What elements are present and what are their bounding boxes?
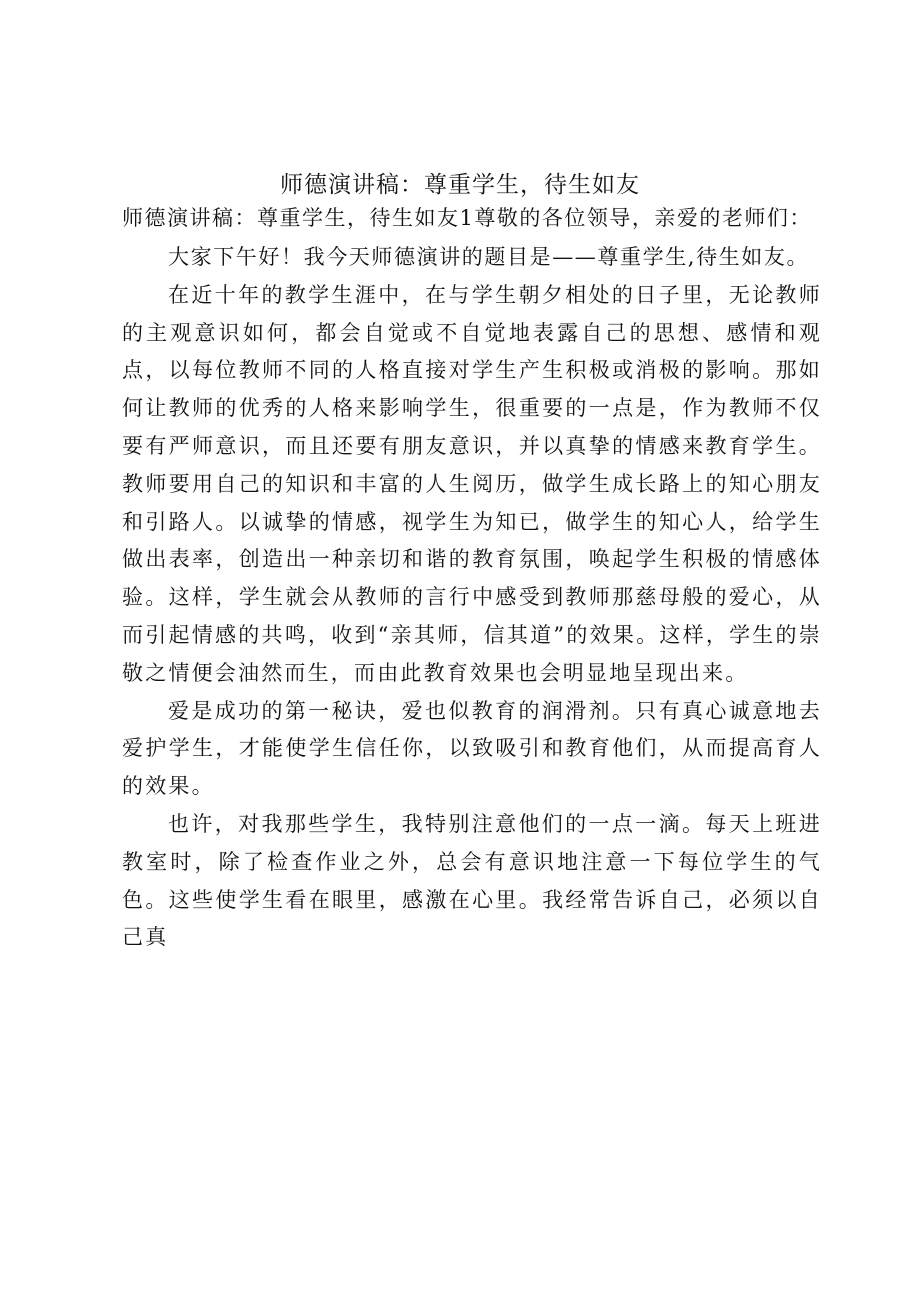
paragraph-teaching-career: 在近十年的教学生涯中，在与学生朝夕相处的日子里，无论教师的主观意识如何，都会自觉或不自觉地表露自己的思想、感情和观点，以每位教师不同的人格直接对学生产生积极或消极的影响。那如何让教师的优秀的人格来影响学生，很重要的一点是，作为教师不仅要有严师意识，而且还要有朋友意识，并以真挚的情感来教育学生。教师要用自己的知识和丰富的人生阅历，做学生成长路上的知心朋友和引路人。以诚挚的情感，视学生为知已，做学生的知心人，给学生做出表率，创造出一种亲切和谐的教育氛围，唤起学生积极的情感体验。这样，学生就会从教师的言行中感受到教师那慈母般的爱心，从而引起情感的共鸣，收到“亲其师，信其道”的效果。这样，学生的崇敬之情便会油然而生，而由此教育效果也会明显地呈现出来。: [122, 282, 822, 685]
paragraph-love-secret: 爱是成功的第一秘诀，爱也似教育的润滑剂。只有真心诚意地去爱护学生，才能使学生信任你，以致吸引和教育他们，从而提高育人的效果。: [122, 698, 822, 799]
document-body: [122, 239, 822, 957]
paragraph-attention: 也许，对我那些学生，我特别注意他们的一点一滴。每天上班进教室时，除了检查作业之外，总会有意识地注意一下每位学生的气色。这些使学生看在眼里，感激在心里。我经常告诉自己，必须以自己真: [122, 811, 822, 950]
paragraph-greeting: 大家下午好！我今天师德演讲的题目是——尊重学生,待生如友。: [168, 245, 810, 269]
document-title: 师德演讲稿：尊重学生，待生如友: [280, 172, 640, 198]
salutation-line: 师德演讲稿：尊重学生，待生如友1尊敬的各位领导，亲爱的老师们：: [122, 206, 812, 230]
